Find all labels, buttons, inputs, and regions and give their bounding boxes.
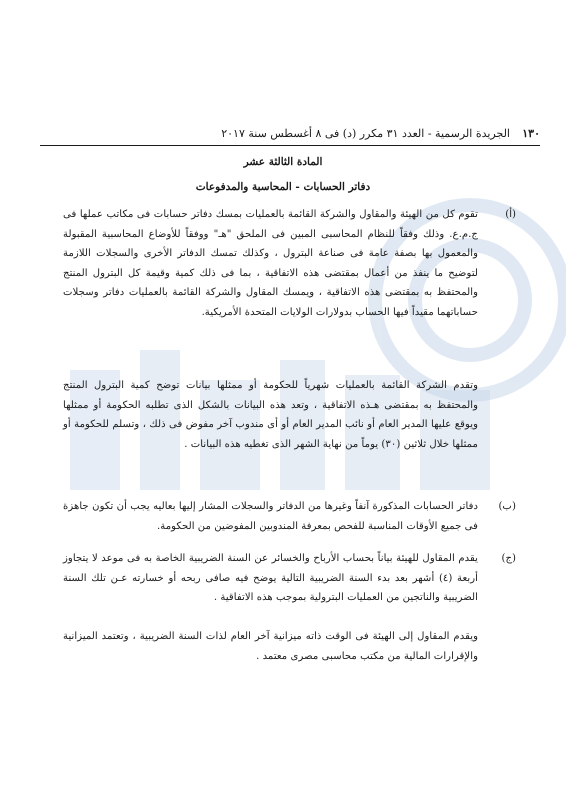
clause-a-paragraph-1: تقوم كل من الهيئة والمقاول والشركة القائمة بالعمليات بمسك دفاتر حسابات فى مكاتب عملها فى ج.م.ع. وذلك وفقاً للنظام المحاسبى المبين فى الملحق "هـ" ووفقاً للأوضاع المحاسبية المقبولة والمعمول بها بصفة عامة فى صناعة البترول ، وكذلك تمسك الدفاتر الأخرى والسجلات اللازمة لتوضيح ما ينفذ من أعمال بمقتضى هذه الاتفاقية ، بما فى ذلك كمية وقيمة كل البترول المنتج والمحتفظ به بمقتضى هذه الاتفاقية ، ويمسك المقاول والشركة القائمة بالعمليات دفاتر وسجلات حساباتهما مقيداً فيها الحساب بدولارات الولايات المتحدة الأمريكية. <box>63 209 478 318</box>
clause-b-paragraph: دفاتر الحسابات المذكورة آنفاً وغيرها من الدفاتر والسجلات المشار إليها بعاليه يجب أن تكون جاهزة فى جميع الأوقات المناسبة للفحص بمعرفة المندوبين المفوضين من الحكومة. <box>63 501 478 532</box>
clause-c-paragraph-2: ويقدم المقاول إلى الهيئة فى الوقت ذاته ميزانية آخر العام لذات السنة الضريبية ، وتعتمد الميزانية والإقرارات المالية من مكتب محاسبى مصرى معتمد . <box>63 631 478 662</box>
article-title: المادة الثالثة عشر <box>243 156 323 168</box>
article-subtitle: دفاتر الحسابات - المحاسبة والمدفوعات <box>195 181 371 193</box>
clause-a-marker: (أ) <box>505 209 516 220</box>
clause-a-paragraph-2: وتقدم الشركة القائمة بالعمليات شهرياً للحكومة أو ممثلها بيانات توضح كمية البترول المنتج والمحتفظ به بمقتضى هـذه الاتفاقية ، وتعد هذه البيانات بالشكل الذى تطلبه الحكومة أو ممثلها ويوقع عليها المدير العام أو نائب المدير العام أو أى مندوب آخر مفوض فى ذلك ، وتسلم للحكومة أو ممثلها خلال ثلاثين (٣٠) يوماً من نهاية الشهر الذى تغطيه هذه البيانات . <box>63 380 478 450</box>
header-divider <box>40 145 540 146</box>
clause-b-marker: (ب) <box>498 501 516 512</box>
page-number: ١٣٠ <box>522 127 540 140</box>
clause-c-marker: (ج) <box>501 553 516 564</box>
clause-c-paragraph-1: يقدم المقاول للهيئة بياناً بحساب الأرباح والخسائر عن السنة الضريبية الخاصة به فى موعد لا يتجاوز أربعة (٤) أشهر بعد بدء السنة الضريبية التالية يوضح فيه صافى ربحه أو خسارته عـن تلك السنة الضريبية والناتجين من العمليات البترولية بموجب هذه الاتفاقية . <box>63 553 478 604</box>
gazette-issue-line: الجريدة الرسمية - العدد ٣١ مكرر (د) فى ٨ أغسطس سنة ٢٠١٧ <box>221 127 510 140</box>
page-header <box>40 126 540 142</box>
